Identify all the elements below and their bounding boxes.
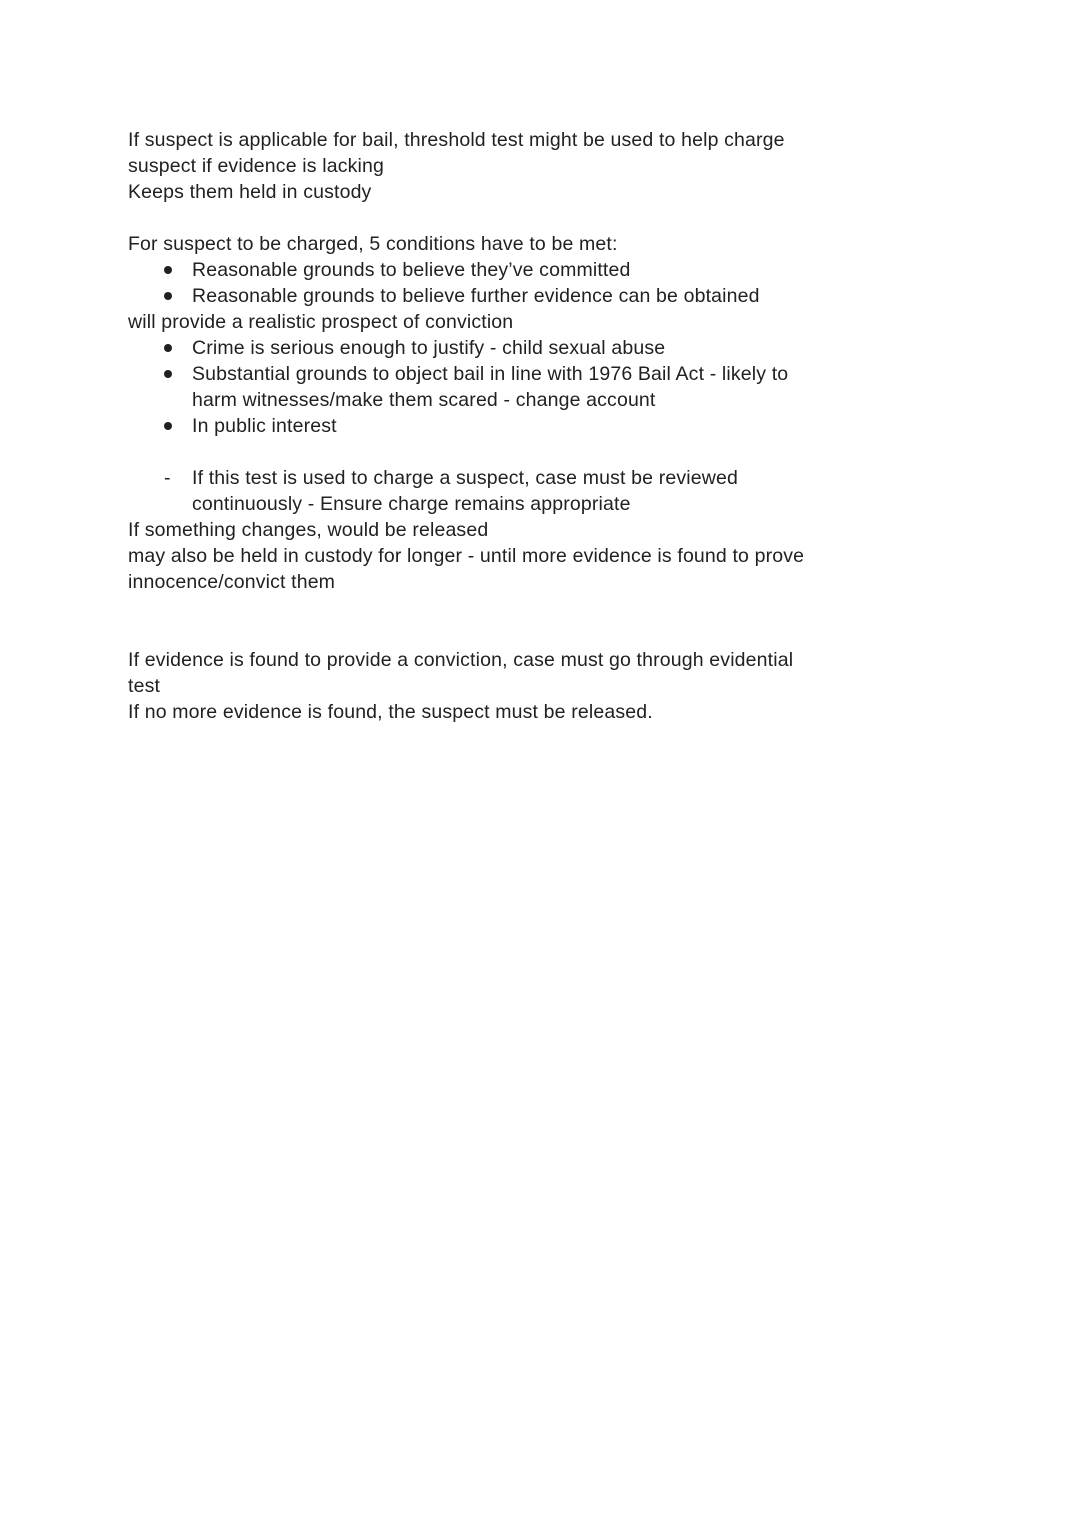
- text-line: [128, 543, 958, 569]
- text-line: [128, 673, 958, 699]
- text-run: continuously - Ensure charge remains appropriate: [192, 493, 631, 515]
- text-run: test: [128, 675, 161, 697]
- text-run: harm witnesses/make them scared - change account: [192, 389, 656, 411]
- text-line: [128, 179, 958, 205]
- blank-line: [128, 439, 958, 465]
- text-line: [128, 127, 958, 153]
- text-line: [128, 153, 958, 179]
- bullet-item: [128, 257, 958, 283]
- text-line: [128, 309, 958, 335]
- text-run: If suspect is applicable for bail, threshold test might be used to help charge: [128, 129, 785, 151]
- text-run: If evidence is found to provide a conviction, case must go through evidential: [128, 649, 794, 671]
- text-run: Reasonable grounds to believe further evidence can be obtained: [192, 285, 760, 307]
- text-run: innocence/convict them: [128, 571, 336, 593]
- text-line: [128, 231, 958, 257]
- page-content: [128, 127, 958, 725]
- text-line: [128, 699, 958, 725]
- text-run: will provide a realistic prospect of conviction: [128, 311, 514, 333]
- bullet-item: [128, 361, 958, 387]
- text-run: suspect if evidence is lacking: [128, 155, 384, 177]
- blank-line: [128, 205, 958, 231]
- text-run: may also be held in custody for longer - until more evidence is found to prove: [128, 545, 805, 567]
- text-run: In public interest: [192, 415, 337, 437]
- bullet-item: [128, 413, 958, 439]
- bullet-item: [128, 335, 958, 361]
- text-run: Crime is serious enough to justify - child sexual abuse: [192, 337, 666, 359]
- text-run: Substantial grounds to object bail in line with 1976 Bail Act - likely to: [192, 363, 789, 385]
- bullet-continuation-line: [128, 387, 958, 413]
- text-run: If this test is used to charge a suspect, case must be reviewed: [192, 467, 738, 489]
- text-run: Reasonable grounds to believe they’ve committed: [192, 259, 631, 281]
- bullet-continuation-line: [128, 491, 958, 517]
- text-run: Keeps them held in custody: [128, 181, 372, 203]
- blank-line: [128, 595, 958, 621]
- blank-line: [128, 621, 958, 647]
- text-run: For suspect to be charged, 5 conditions have to be met:: [128, 233, 618, 255]
- text-line: [128, 517, 958, 543]
- text-line: [128, 569, 958, 595]
- text-run: If something changes, would be released: [128, 519, 489, 541]
- bullet-item: [128, 283, 958, 309]
- dash-item: [128, 465, 958, 491]
- text-line: [128, 647, 958, 673]
- text-run: If no more evidence is found, the suspect must be released.: [128, 701, 653, 723]
